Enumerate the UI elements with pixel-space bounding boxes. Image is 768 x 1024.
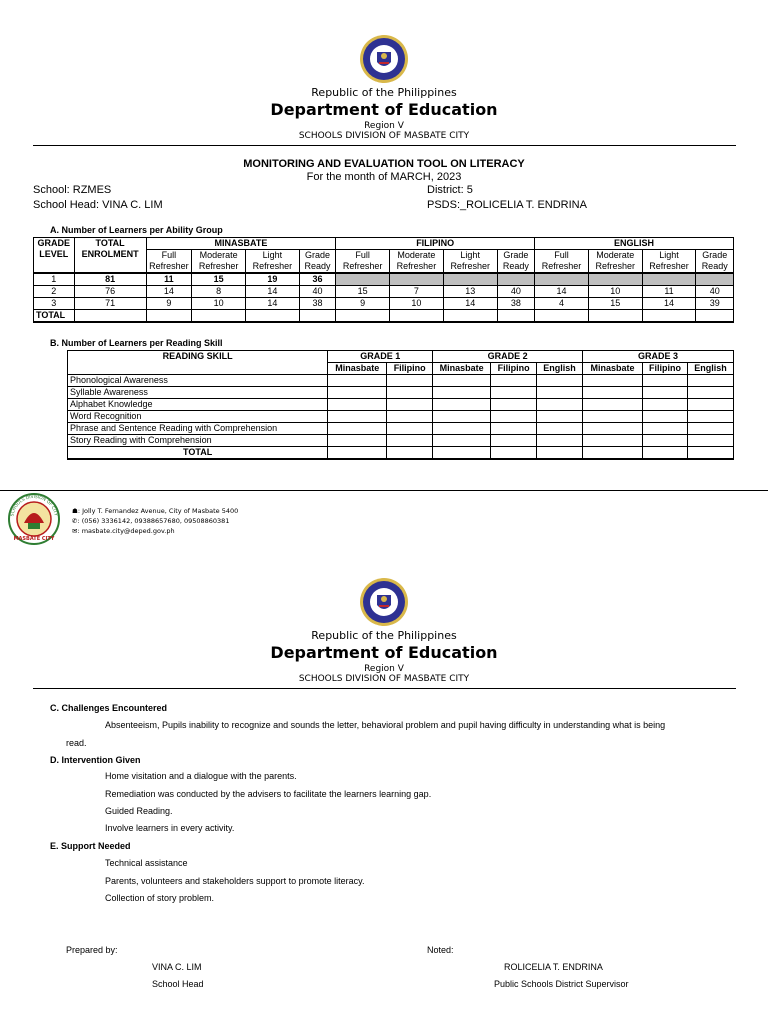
value-cell: 14 — [642, 298, 696, 310]
email-icon: ✉ — [72, 527, 78, 535]
school-head: School Head: VINA C. LIM — [33, 199, 163, 211]
skill-label: Phonological Awareness — [68, 375, 328, 387]
district-label: District: 5 — [427, 184, 473, 196]
value-cell — [696, 273, 734, 286]
phone-icon: ✆ — [72, 517, 78, 525]
republic-label: Republic of the Philippines — [311, 629, 457, 642]
value-cell: 8 — [192, 286, 246, 298]
sub-header: Moderate Refresher — [588, 250, 642, 274]
grade-cell: 2 — [34, 286, 75, 298]
sub-header: Light Refresher — [642, 250, 696, 274]
sub-header: Full Refresher — [146, 250, 192, 274]
value-cell — [443, 273, 497, 286]
value-cell — [390, 273, 444, 286]
value-cell: 7 — [390, 286, 444, 298]
value-cell: 14 — [246, 298, 300, 310]
total-cell: 81 — [74, 273, 146, 286]
doc-title: MONITORING AND EVALUATION TOOL ON LITERACY — [243, 158, 525, 170]
total-cell: 71 — [74, 298, 146, 310]
sub-header: Light Refresher — [443, 250, 497, 274]
division-label: SCHOOLS DIVISION OF MASBATE CITY — [298, 674, 470, 684]
footer-phone: (056) 3336142, 09388657680, 09508860381 — [81, 517, 230, 525]
grade-cell: 1 — [34, 273, 75, 286]
list-item: Technical assistance — [105, 858, 188, 868]
footer-address: Jolly T. Fernandez Avenue, City of Masbate 5400 — [82, 507, 239, 515]
value-cell — [497, 273, 535, 286]
list-item: Involve learners in every activity. — [105, 823, 235, 833]
prepared-by-title: School Head — [152, 979, 204, 989]
table-row — [34, 286, 734, 298]
footer-email[interactable]: masbate.city@deped.gov.ph — [81, 527, 175, 535]
language-subheader: Minasbate — [328, 363, 387, 375]
reading-skill-header: READING SKILL — [68, 351, 328, 375]
footer-contact: ☗: Jolly T. Fernandez Avenue, City of Masbate 5400 ✆: (056) 3336142, 09388657680, 09508860381 ✉: masbate.city@deped.gov.ph — [72, 507, 239, 535]
table-row — [68, 387, 734, 399]
school-name: School: RZMES — [33, 184, 112, 196]
division-logo-icon — [6, 493, 62, 545]
svg-text:MASBATE CITY: MASBATE CITY — [13, 536, 55, 542]
reading-skill-table — [67, 350, 734, 460]
language-subheader: English — [537, 363, 583, 375]
language-header: FILIPINO — [336, 238, 535, 250]
value-cell — [336, 273, 390, 286]
value-cell: 9 — [336, 298, 390, 310]
region-label: Region V — [364, 121, 404, 131]
language-header: ENGLISH — [535, 238, 734, 250]
list-item: Collection of story problem. — [105, 893, 215, 903]
value-cell: 9 — [146, 298, 192, 310]
table-row — [68, 435, 734, 447]
value-cell: 38 — [497, 298, 535, 310]
deped-seal-icon — [359, 577, 409, 627]
value-cell: 15 — [588, 298, 642, 310]
footer-divider — [0, 490, 768, 491]
value-cell: 40 — [299, 286, 336, 298]
sub-header: Light Refresher — [246, 250, 300, 274]
grade-level-header: GRADE LEVEL — [34, 238, 75, 274]
republic-label: Republic of the Philippines — [311, 86, 457, 99]
value-cell — [535, 273, 589, 286]
list-item: Guided Reading. — [105, 806, 173, 816]
language-subheader: Minasbate — [583, 363, 643, 375]
value-cell: 4 — [535, 298, 589, 310]
value-cell: 10 — [588, 286, 642, 298]
value-cell: 14 — [146, 286, 192, 298]
value-cell — [642, 273, 696, 286]
total-row — [68, 447, 734, 460]
language-header: MINASBATE — [146, 238, 336, 250]
sub-header: Moderate Refresher — [192, 250, 246, 274]
division-label: SCHOOLS DIVISION OF MASBATE CITY — [298, 131, 470, 141]
value-cell: 11 — [146, 273, 192, 286]
department-title: Department of Education — [270, 100, 498, 119]
total-cell: 76 — [74, 286, 146, 298]
sub-header: Grade Ready — [497, 250, 535, 274]
challenges-text: Absenteeism, Pupils inability to recognize and sounds the letter, behavioral problem and pupil having difficulty in understanding what is being — [105, 720, 666, 730]
section-e-title: E. Support Needed — [50, 841, 131, 851]
value-cell: 40 — [497, 286, 535, 298]
svg-text:SCHOOLS DIVISION OF CITY MASBA: SCHOOLS DIVISION OF CITY — [10, 494, 58, 517]
table-row — [68, 411, 734, 423]
list-item: Home visitation and a dialogue with the parents. — [105, 771, 297, 781]
value-cell: 38 — [299, 298, 336, 310]
value-cell: 14 — [443, 298, 497, 310]
section-b-title: B. Number of Learners per Reading Skill — [50, 338, 223, 348]
deped-seal-icon — [359, 34, 409, 84]
sub-header: Grade Ready — [299, 250, 336, 274]
region-label: Region V — [364, 664, 404, 674]
sub-header: Moderate Refresher — [390, 250, 444, 274]
noted-name: ROLICELIA T. ENDRINA — [504, 962, 603, 972]
section-c-title: C. Challenges Encountered — [50, 703, 168, 713]
language-subheader: Minasbate — [433, 363, 491, 375]
section-d-title: D. Intervention Given — [50, 755, 141, 765]
skill-label: Phrase and Sentence Reading with Comprehension — [68, 423, 328, 435]
total-label: TOTAL — [34, 310, 75, 323]
language-subheader: Filipino — [387, 363, 433, 375]
value-cell: 10 — [390, 298, 444, 310]
value-cell: 11 — [642, 286, 696, 298]
department-title: Department of Education — [270, 643, 498, 662]
grade-header: GRADE 3 — [583, 351, 734, 363]
noted-title: Public Schools District Supervisor — [494, 979, 629, 989]
list-item: Parents, volunteers and stakeholders support to promote literacy. — [105, 876, 365, 886]
prepared-by-name: VINA C. LIM — [152, 962, 202, 972]
location-icon: ☗ — [72, 507, 78, 515]
total-enrolment-header: TOTAL ENROLMENT — [74, 238, 146, 274]
noted-label: Noted: — [427, 945, 454, 955]
value-cell: 14 — [246, 286, 300, 298]
challenges-text-cont: read. — [66, 738, 87, 748]
table-row — [68, 399, 734, 411]
language-subheader: Filipino — [642, 363, 687, 375]
ability-group-table — [33, 237, 734, 323]
header-divider — [33, 688, 736, 689]
skill-label: Story Reading with Comprehension — [68, 435, 328, 447]
language-subheader: Filipino — [491, 363, 537, 375]
value-cell: 10 — [192, 298, 246, 310]
grade-cell: 3 — [34, 298, 75, 310]
sub-header: Grade Ready — [696, 250, 734, 274]
psds-label: PSDS:_ROLICELIA T. ENDRINA — [427, 199, 587, 211]
grade-header: GRADE 2 — [433, 351, 583, 363]
skill-label: Word Recognition — [68, 411, 328, 423]
value-cell: 14 — [535, 286, 589, 298]
table-row — [34, 273, 734, 286]
value-cell: 15 — [336, 286, 390, 298]
value-cell: 36 — [299, 273, 336, 286]
value-cell — [588, 273, 642, 286]
value-cell: 19 — [246, 273, 300, 286]
skill-label: Syllable Awareness — [68, 387, 328, 399]
skill-label: Alphabet Knowledge — [68, 399, 328, 411]
doc-month: For the month of MARCH, 2023 — [306, 171, 462, 183]
header-divider — [33, 145, 736, 146]
grade-header: GRADE 1 — [328, 351, 433, 363]
value-cell: 39 — [696, 298, 734, 310]
language-subheader: English — [687, 363, 733, 375]
total-row — [34, 310, 734, 323]
list-item: Remediation was conducted by the advisers to facilitate the learners learning gap. — [105, 789, 432, 799]
prepared-by-label: Prepared by: — [66, 945, 118, 955]
table-row — [34, 298, 734, 310]
value-cell: 15 — [192, 273, 246, 286]
sub-header: Full Refresher — [535, 250, 589, 274]
value-cell: 40 — [696, 286, 734, 298]
table-row — [68, 423, 734, 435]
section-a-title: A. Number of Learners per Ability Group — [50, 225, 223, 235]
value-cell: 13 — [443, 286, 497, 298]
total-label: TOTAL — [68, 447, 328, 460]
sub-header: Full Refresher — [336, 250, 390, 274]
table-row — [68, 375, 734, 387]
